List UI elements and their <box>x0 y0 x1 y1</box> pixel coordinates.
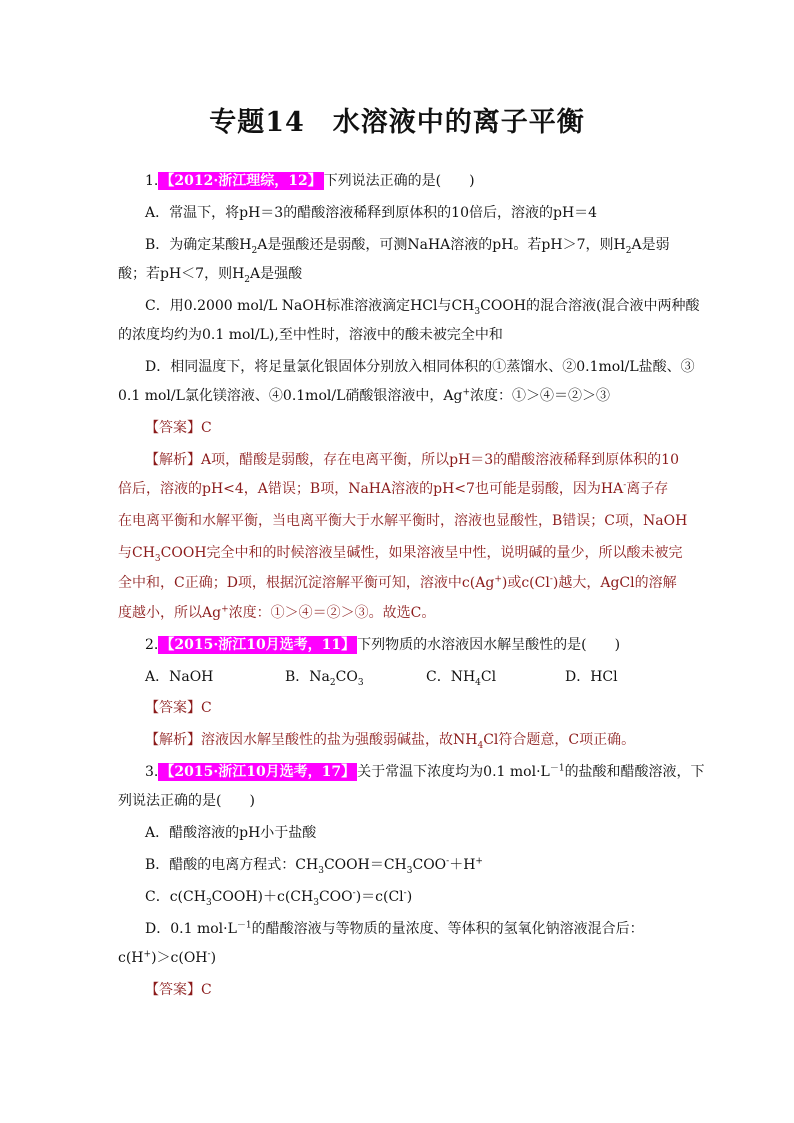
question-number: 2. <box>145 637 159 653</box>
q2-explanation: 【解析】溶液因水解呈酸性的盐为强酸弱碱盐，故$NH_4Cl$符合题意，C项正确。 <box>145 732 636 751</box>
q1-option-c-cont: 的浓度均约为0.1 mol/L),至中性时，溶液中的酸未被完全中和 <box>118 327 503 343</box>
q1-option-d: D．相同温度下，将足量氯化银固体分别放入相同体积的①蒸馏水、②0.1mol/L盐酸、③ <box>145 359 695 375</box>
q3-option-d-cont: c(H+)＞c(OH-) <box>118 949 217 966</box>
question-3-stem: 3. 【2015·浙江10月选考，17】 关于常温下浓度均为0.1 $mol\cdot L^{-1}$的盐酸和醋酸溶液，下 <box>145 763 705 780</box>
source-badge: 【2015·浙江10月选考，17】 <box>160 764 356 780</box>
q2-option-b: B．$Na_2CO_3$ <box>285 669 364 688</box>
q1-explanation-line-4: 与$CH_3COOH$完全中和的时候溶液呈碱性，如果溶液呈中性，说明碱的量少，所以酸未被完 <box>118 545 683 564</box>
q3-option-b: B．醋酸的电离方程式：$CH_3COOH=CH_3COO^-+H^+$ <box>145 856 483 876</box>
q1-option-a: A．常温下，将pH＝3的醋酸溶液稀释到原体积的10倍后，溶液的pH＝4 <box>145 205 598 221</box>
q2-option-c: C．$NH_4Cl$ <box>426 669 497 688</box>
source-badge: 【2015·浙江10月选考，11】 <box>160 637 356 653</box>
q1-explanation-line-2: 倍后，溶液的pH<4，A错误；B项，NaHA溶液的pH<7也可能是弱酸，因为HA-离子存 <box>118 480 669 497</box>
question-text: 下列说法正确的是( ) <box>323 173 475 189</box>
question-number: 1. <box>145 173 159 189</box>
q3-option-c: C．$c(CH_3COOH)+c(CH_3COO^-)=c(Cl^-)$ <box>145 888 413 908</box>
q2-answer: 【答案】C <box>145 700 212 716</box>
q1-option-b: B．为确定某酸$H_2A$是强酸还是弱酸，可测NaHA溶液的pH。若pH＞7，则$H_2A$是弱 <box>145 237 670 256</box>
page-title: 专题14 水溶液中的离子平衡 <box>209 107 585 138</box>
question-2-stem <box>145 635 620 655</box>
question-1-stem <box>145 171 475 191</box>
q1-option-b-cont: 酸；若pH＜7，则$H_2A$是强酸 <box>118 266 303 285</box>
q2-option-d: D．HCl <box>565 669 618 685</box>
q1-explanation-line-1: 【解析】A项，醋酸是弱酸，存在电离平衡，所以pH＝3的醋酸溶液稀释到原体积的10 <box>145 452 680 468</box>
q1-option-d-cont: 0.1 mol/L氯化镁溶液、④0.1mol/L硝酸银溶液中，Ag+浓度：①＞④＝②＞③ <box>118 387 610 404</box>
q3-option-d: D．0.1 $mol\cdot L^{-1}$的醋酸溶液与等物质的量浓度、等体积的氢氧化钠溶液混合后： <box>145 920 644 937</box>
q3-option-a: A．醋酸溶液的pH小于盐酸 <box>145 825 317 841</box>
q1-explanation-line-5: 全中和，C正确；D项，根据沉淀溶解平衡可知，溶液中c(Ag+)或c(Cl-)越大，AgCl的溶解 <box>118 574 677 591</box>
question-text: 下列物质的水溶液因水解呈酸性的是( ) <box>357 637 621 653</box>
q1-explanation-line-3: 在电离平衡和水解平衡，当电离平衡大于水解平衡时，溶液也显酸性，B错误；C项，NaOH <box>118 513 688 529</box>
q3-answer: 【答案】C <box>145 982 212 998</box>
q1-option-c: C．用0.2000 mol/L NaOH标准溶液滴定HCl与$CH_3COOH$的混合溶液(混合液中两种酸 <box>145 298 700 317</box>
q1-answer: 【答案】C <box>145 420 212 436</box>
q2-option-a: A．NaOH <box>145 669 214 685</box>
question-3-stem-cont: 列说法正确的是( ) <box>118 793 255 809</box>
question-number: 3. <box>145 764 159 780</box>
source-badge: 【2012·浙江理综，12】 <box>160 173 322 189</box>
q1-explanation-line-6: 度越小，所以Ag+浓度：①＞④＝②＞③。故选C。 <box>118 604 436 621</box>
